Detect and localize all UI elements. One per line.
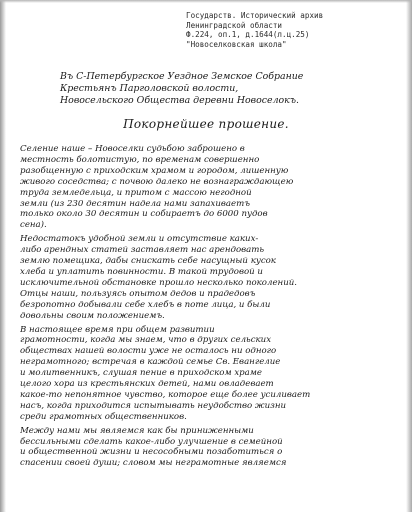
paragraph-3 xyxy=(20,325,392,423)
body-line: неграмотного; встречая в каждой семье Св. Евангелие xyxy=(20,357,281,368)
body-line: либо арендных статей заставляет нас арендовать xyxy=(20,245,265,256)
archive-stamp-line: Ленинградской области xyxy=(186,20,283,30)
archive-stamp-line: "Новоселковская школа" xyxy=(186,39,287,49)
archive-stamp-line: Ф.224, оп.1, д.1644(л.ц.25) xyxy=(186,30,310,40)
body-line: какое-то непонятное чувство, которое еще более усиливает xyxy=(20,389,311,400)
body-line: безропотно добывали себе хлебъ в поте лица, и были xyxy=(20,299,271,310)
body-line: земли (из 230 десятин надела нами запахиваетъ xyxy=(20,198,250,209)
body-line: землю помещика, дабы снискать себе насущный кусок xyxy=(20,256,276,267)
body-line: Между нами мы являемся как бы приниженными xyxy=(20,425,254,436)
body-line: Отцы наши, пользуясь опытом дедов и прадедовъ xyxy=(20,288,256,299)
body-line: исключительной обстановке прошло несколько поколений. xyxy=(20,277,297,288)
body-line: местность болотистую, по временам совершенно xyxy=(20,154,260,165)
petition-body xyxy=(20,144,392,469)
addressee-line: Новосельского Общества деревни Новоселокъ. xyxy=(60,95,300,107)
scan-edge-shadow-top xyxy=(0,0,412,3)
body-line: грамотности, когда мы знаем, что в других сельских xyxy=(20,335,272,346)
body-line: спасении своей души; словом мы неграмотные являемся xyxy=(20,458,287,469)
body-line: живого соседства; с почвою далеко не вознаграждающею xyxy=(20,176,294,187)
body-line: и общественной жизни и несособными позаботиться о xyxy=(20,447,283,458)
scan-edge-shadow-left xyxy=(0,0,6,512)
body-line: труда земледельца, и притом с массою негодной xyxy=(20,187,252,198)
body-line: довольны своим положениемъ. xyxy=(20,310,165,321)
addressee-line: Крестьянъ Парголовской волости, xyxy=(60,83,239,95)
paragraph-4 xyxy=(20,426,392,470)
addressee-line: Въ С-Петербургское Уездное Земское Собрание xyxy=(60,71,304,82)
body-line: целого хора из крестьянских детей, нами овладевает xyxy=(20,379,274,390)
body-line: среди грамотных общественников. xyxy=(20,411,187,422)
body-line: обществах нашей волости уже не осталось ни одного xyxy=(20,346,277,357)
body-line: бессильными сделать какое-либо улучшение в семейной xyxy=(20,436,283,447)
body-line: Недостатокъ удобной земли и отсутствие каких- xyxy=(20,234,259,245)
body-line: и молитвенникъ, слушая пение в приходском храме xyxy=(20,368,263,379)
petition-title: Покорнейшее прошение. xyxy=(123,117,289,131)
paragraph-1 xyxy=(20,144,392,231)
body-line: сена). xyxy=(20,220,47,231)
scan-edge-shadow-right xyxy=(406,0,412,512)
body-line: разобщенную с приходским храмом и городом, лишенную xyxy=(20,165,289,176)
body-line: хлеба и уплатить повинности. В такой трудовой и xyxy=(20,266,263,277)
archive-stamp-line: Государств. Исторический архив xyxy=(186,11,324,20)
body-line: насъ, когда приходится испытывать неудобство жизни xyxy=(20,400,287,411)
body-line: В настоящее время при общем развитии xyxy=(20,324,215,335)
body-line: только около 30 десятин и собираетъ до 6000 пудов xyxy=(20,209,268,220)
paragraph-2 xyxy=(20,234,392,321)
body-line: Селение наше – Новоселки судьбою заброшено в xyxy=(20,144,245,154)
archive-stamp xyxy=(186,11,386,49)
addressee-block xyxy=(60,71,380,108)
